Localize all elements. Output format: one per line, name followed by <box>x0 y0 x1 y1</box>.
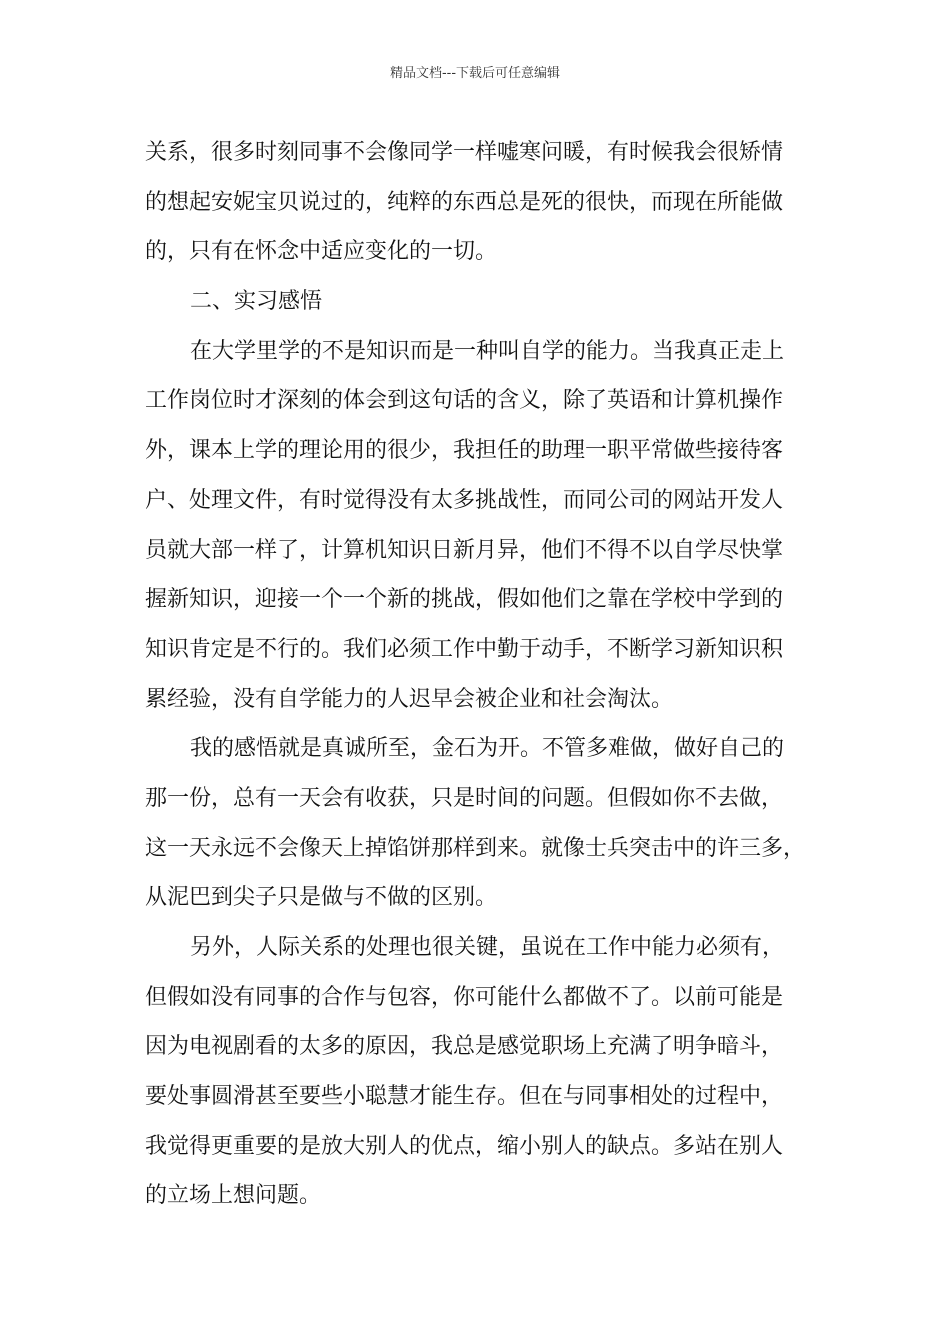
text-line: 知识肯定是不行的。我们必须工作中勤于动手，不断学习新知识积 <box>145 636 784 662</box>
text-line: 握新知识，迎接一个一个新的挑战，假如他们之靠在学校中学到的 <box>145 587 784 613</box>
text-line: 我觉得更重要的是放大别人的优点，缩小别人的缺点。多站在别人 <box>145 1133 784 1159</box>
text-line: 的立场上想问题。 <box>145 1183 322 1209</box>
text-line: 累经验，没有自学能力的人迟早会被企业和社会淘汰。 <box>145 686 674 712</box>
text-line: 在大学里学的不是知识而是一种叫自学的能力。当我真正走上 <box>190 338 785 364</box>
text-line: 工作岗位时才深刻的体会到这句话的含义，除了英语和计算机操作 <box>145 388 784 414</box>
section-heading: 二、实习感悟 <box>190 289 323 315</box>
page-header: 精品文档---下载后可任意编辑 <box>389 66 561 81</box>
text-line: 我的感悟就是真诚所至，金石为开。不管多难做，做好自己的 <box>190 736 785 762</box>
text-line: 外，课本上学的理论用的很少，我担任的助理一职平常做些接待客 <box>145 438 784 464</box>
text-line: 关系，很多时刻同事不会像同学一样嘘寒问暖，有时候我会很矫情 <box>145 140 784 165</box>
text-line: 的想起安妮宝贝说过的，纯粹的东西总是死的很快，而现在所能做 <box>145 189 784 215</box>
text-line: 这一天永远不会像天上掉馅饼那样到来。就像士兵突击中的许三多， <box>145 835 806 861</box>
text-line: 的，只有在怀念中适应变化的一切。 <box>145 239 498 265</box>
text-line: 但假如没有同事的合作与包容，你可能什么都做不了。以前可能是 <box>145 984 784 1010</box>
text-line: 另外，人际关系的处理也很关键，虽说在工作中能力必须有， <box>190 935 785 960</box>
text-line: 要处事圆滑甚至要些小聪慧才能生存。但在与同事相处的过程中， <box>145 1084 784 1110</box>
text-line: 员就大部一样了，计算机知识日新月异，他们不得不以自学尽快掌 <box>145 537 784 563</box>
text-line: 从泥巴到尖子只是做与不做的区别。 <box>145 885 498 911</box>
text-line: 那一份，总有一天会有收获，只是时间的问题。但假如你不去做， <box>145 785 784 811</box>
text-line: 户、处理文件，有时觉得没有太多挑战性，而同公司的网站开发人 <box>145 487 784 513</box>
text-line: 因为电视剧看的太多的原因，我总是感觉职场上充满了明争暗斗， <box>145 1034 784 1060</box>
document-body <box>145 128 825 1221</box>
